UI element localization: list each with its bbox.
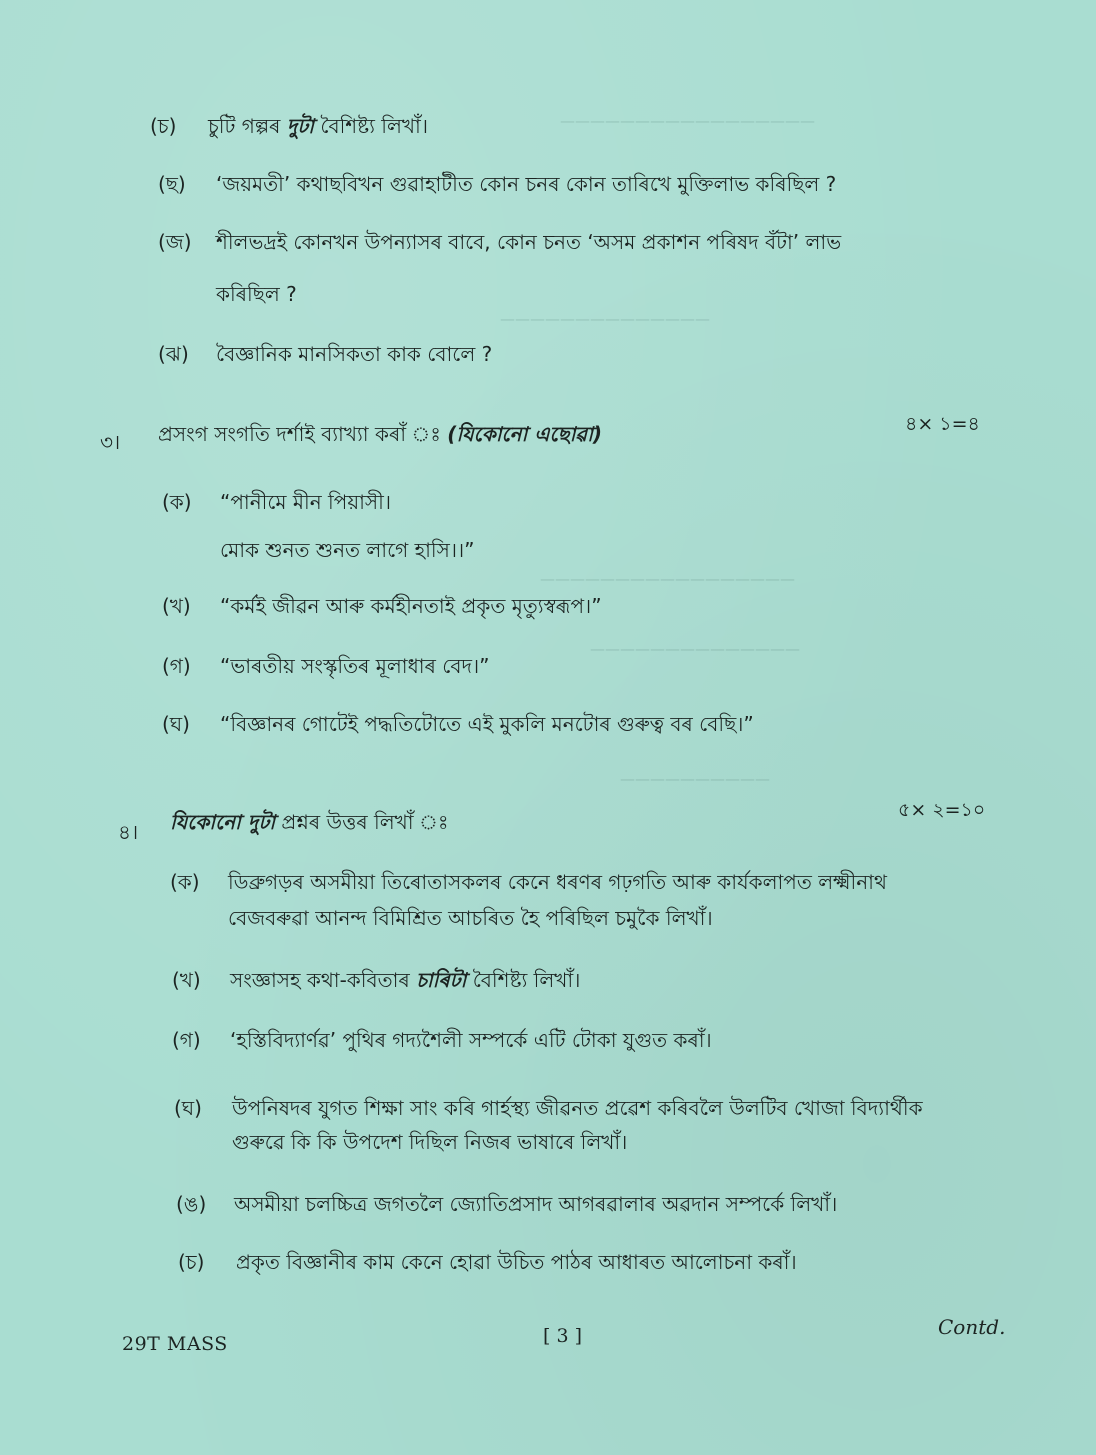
paper-code: 29T MASS (122, 1333, 228, 1355)
q2-item-chha (158, 170, 836, 198)
item-label: (ঝ) (158, 342, 189, 366)
item-text: “বিজ্ঞানৰ গোটেই পদ্ধতিটোতে এই মুকলি মনটোৰ গুৰুত্ব বৰ বেছি।” (220, 712, 754, 736)
item-text: চুটি গল্পৰ (208, 114, 287, 138)
q3-item-gha (162, 710, 754, 738)
show-through-text: ————————————————— (540, 570, 795, 588)
item-label: (ছ) (158, 172, 186, 196)
item-label: (চ) (150, 114, 177, 138)
item-emphasis: দুটা (286, 114, 314, 138)
item-label: (ঙ) (176, 1192, 207, 1216)
q4-item-cha (178, 1248, 797, 1276)
question-number: ৩। (100, 430, 121, 454)
q2-item-ja (158, 228, 841, 256)
item-text: “কৰ্মই জীৱন আৰু কৰ্মহীনতাই প্ৰকৃত মৃত্যুস্বৰূপ।” (220, 594, 602, 618)
item-text: মোক শুনত শুনত লাগে হাসি।।” (220, 538, 475, 562)
q3-item-ka (162, 488, 391, 516)
instruction-text: প্ৰসংগ সংগতি দৰ্শাই ব্যাখ্যা কৰাঁ ঃ (158, 422, 448, 446)
question-number: ৪। (118, 820, 139, 844)
item-label: (ঘ) (174, 1096, 202, 1120)
item-text: ডিব্ৰুগড়ৰ অসমীয়া তিৰোতাসকলৰ কেনে ধৰণৰ গঢ়গতি আৰু কাৰ্যকলাপত লক্ষ্মীনাথ (228, 870, 887, 894)
show-through-text: —————————————— (500, 310, 710, 328)
q2-item-ja-cont (216, 280, 297, 308)
item-text: শীলভদ্ৰই কোনখন উপন্যাসৰ বাবে, কোন চনত ‘অসম প্ৰকাশন পৰিষদ বঁটা’ লাভ (216, 230, 842, 254)
q2-item-cha (150, 112, 428, 140)
item-label: (চ) (178, 1250, 205, 1274)
item-text: কৰিছিল ? (216, 282, 297, 306)
instruction-text: প্ৰশ্নৰ উত্তৰ লিখাঁ ঃ (275, 810, 449, 834)
q4-item-ka-cont (228, 904, 713, 932)
q3-item-ga (162, 652, 489, 680)
show-through-text: —————————— (620, 770, 770, 788)
item-text: গুৰুৱে কি কি উপদেশ দিছিল নিজৰ ভাষাৰে লিখাঁ। (232, 1130, 628, 1154)
item-label: (জ) (158, 230, 192, 254)
item-label: (খ) (162, 594, 191, 618)
item-text: উপনিষদৰ যুগত শিক্ষা সাং কৰি গাৰ্হস্থ্য জীৱনত প্ৰৱেশ কৰিবলৈ উলটিব খোজা বিদ্যাৰ্থীক (232, 1096, 923, 1120)
q4-item-unga (176, 1190, 837, 1218)
item-text: “পানীমে মীন পিয়াসী। (220, 490, 391, 514)
continued-label: Contd. (938, 1315, 1006, 1339)
q3-item-ka-cont (220, 536, 475, 564)
show-through-text: ————————————————— (560, 112, 815, 130)
q4-item-kha (172, 966, 580, 994)
q4-instruction (170, 808, 449, 836)
item-text: বৈশিষ্ট্য লিখাঁ। (466, 968, 581, 992)
show-through-text: —————————————— (590, 640, 800, 658)
q4-item-gha-cont (232, 1128, 627, 1156)
item-text: ‘জয়মতী’ কথাছবিখন গুৱাহাটীত কোন চনৰ কোন তাৰিখে মুক্তিলাভ কৰিছিল ? (216, 172, 837, 196)
instruction-emphasis: যিকোনো দুটা (170, 810, 276, 834)
instruction-emphasis: (যিকোনো এছোৱা) (447, 422, 603, 446)
q4-item-ga (172, 1026, 712, 1054)
item-text: বৈশিষ্ট্য লিখাঁ। (314, 114, 428, 138)
marks-label: ৪× ১=৪ (905, 413, 980, 435)
q4-item-ka (170, 868, 887, 896)
item-text: বেজবৰুৱা আনন্দ বিমিশ্ৰিত আচৰিত হৈ পৰিছিল চমুকৈ লিখাঁ। (228, 906, 713, 930)
item-text: প্ৰকৃত বিজ্ঞানীৰ কাম কেনে হোৱা উচিত পাঠৰ আধাৰত আলোচনা কৰাঁ। (236, 1250, 797, 1274)
item-text: সংজ্ঞাসহ কথা-কবিতাৰ (230, 968, 417, 992)
q2-item-jha (158, 340, 492, 368)
q3-instruction (158, 420, 602, 448)
item-text: ‘হস্তিবিদ্যাৰ্ণৱ’ পুথিৰ গদ্যশৈলী সম্পৰ্কে এটি টোকা যুগুত কৰাঁ। (230, 1028, 712, 1052)
item-label: (খ) (172, 968, 201, 992)
item-label: (ক) (170, 870, 200, 894)
item-label: (গ) (162, 654, 191, 678)
item-text: অসমীয়া চলচ্চিত্ৰ জগতলৈ জ্যোতিপ্ৰসাদ আগৰৱালাৰ অৱদান সম্পৰ্কে লিখাঁ। (234, 1192, 838, 1216)
item-text: বৈজ্ঞানিক মানসিকতা কাক বোলে ? (216, 342, 493, 366)
page-number: [ 3 ] (543, 1325, 582, 1347)
item-text: “ভাৰতীয় সংস্কৃতিৰ মূলাধাৰ বেদ।” (220, 654, 490, 678)
item-label: (ক) (162, 490, 192, 514)
item-label: (ঘ) (162, 712, 190, 736)
marks-label: ৫× ২=১০ (898, 799, 986, 821)
item-label: (গ) (172, 1028, 201, 1052)
q4-item-gha (174, 1094, 923, 1122)
q3-item-kha (162, 592, 602, 620)
item-emphasis: চাৰিটা (416, 968, 467, 992)
